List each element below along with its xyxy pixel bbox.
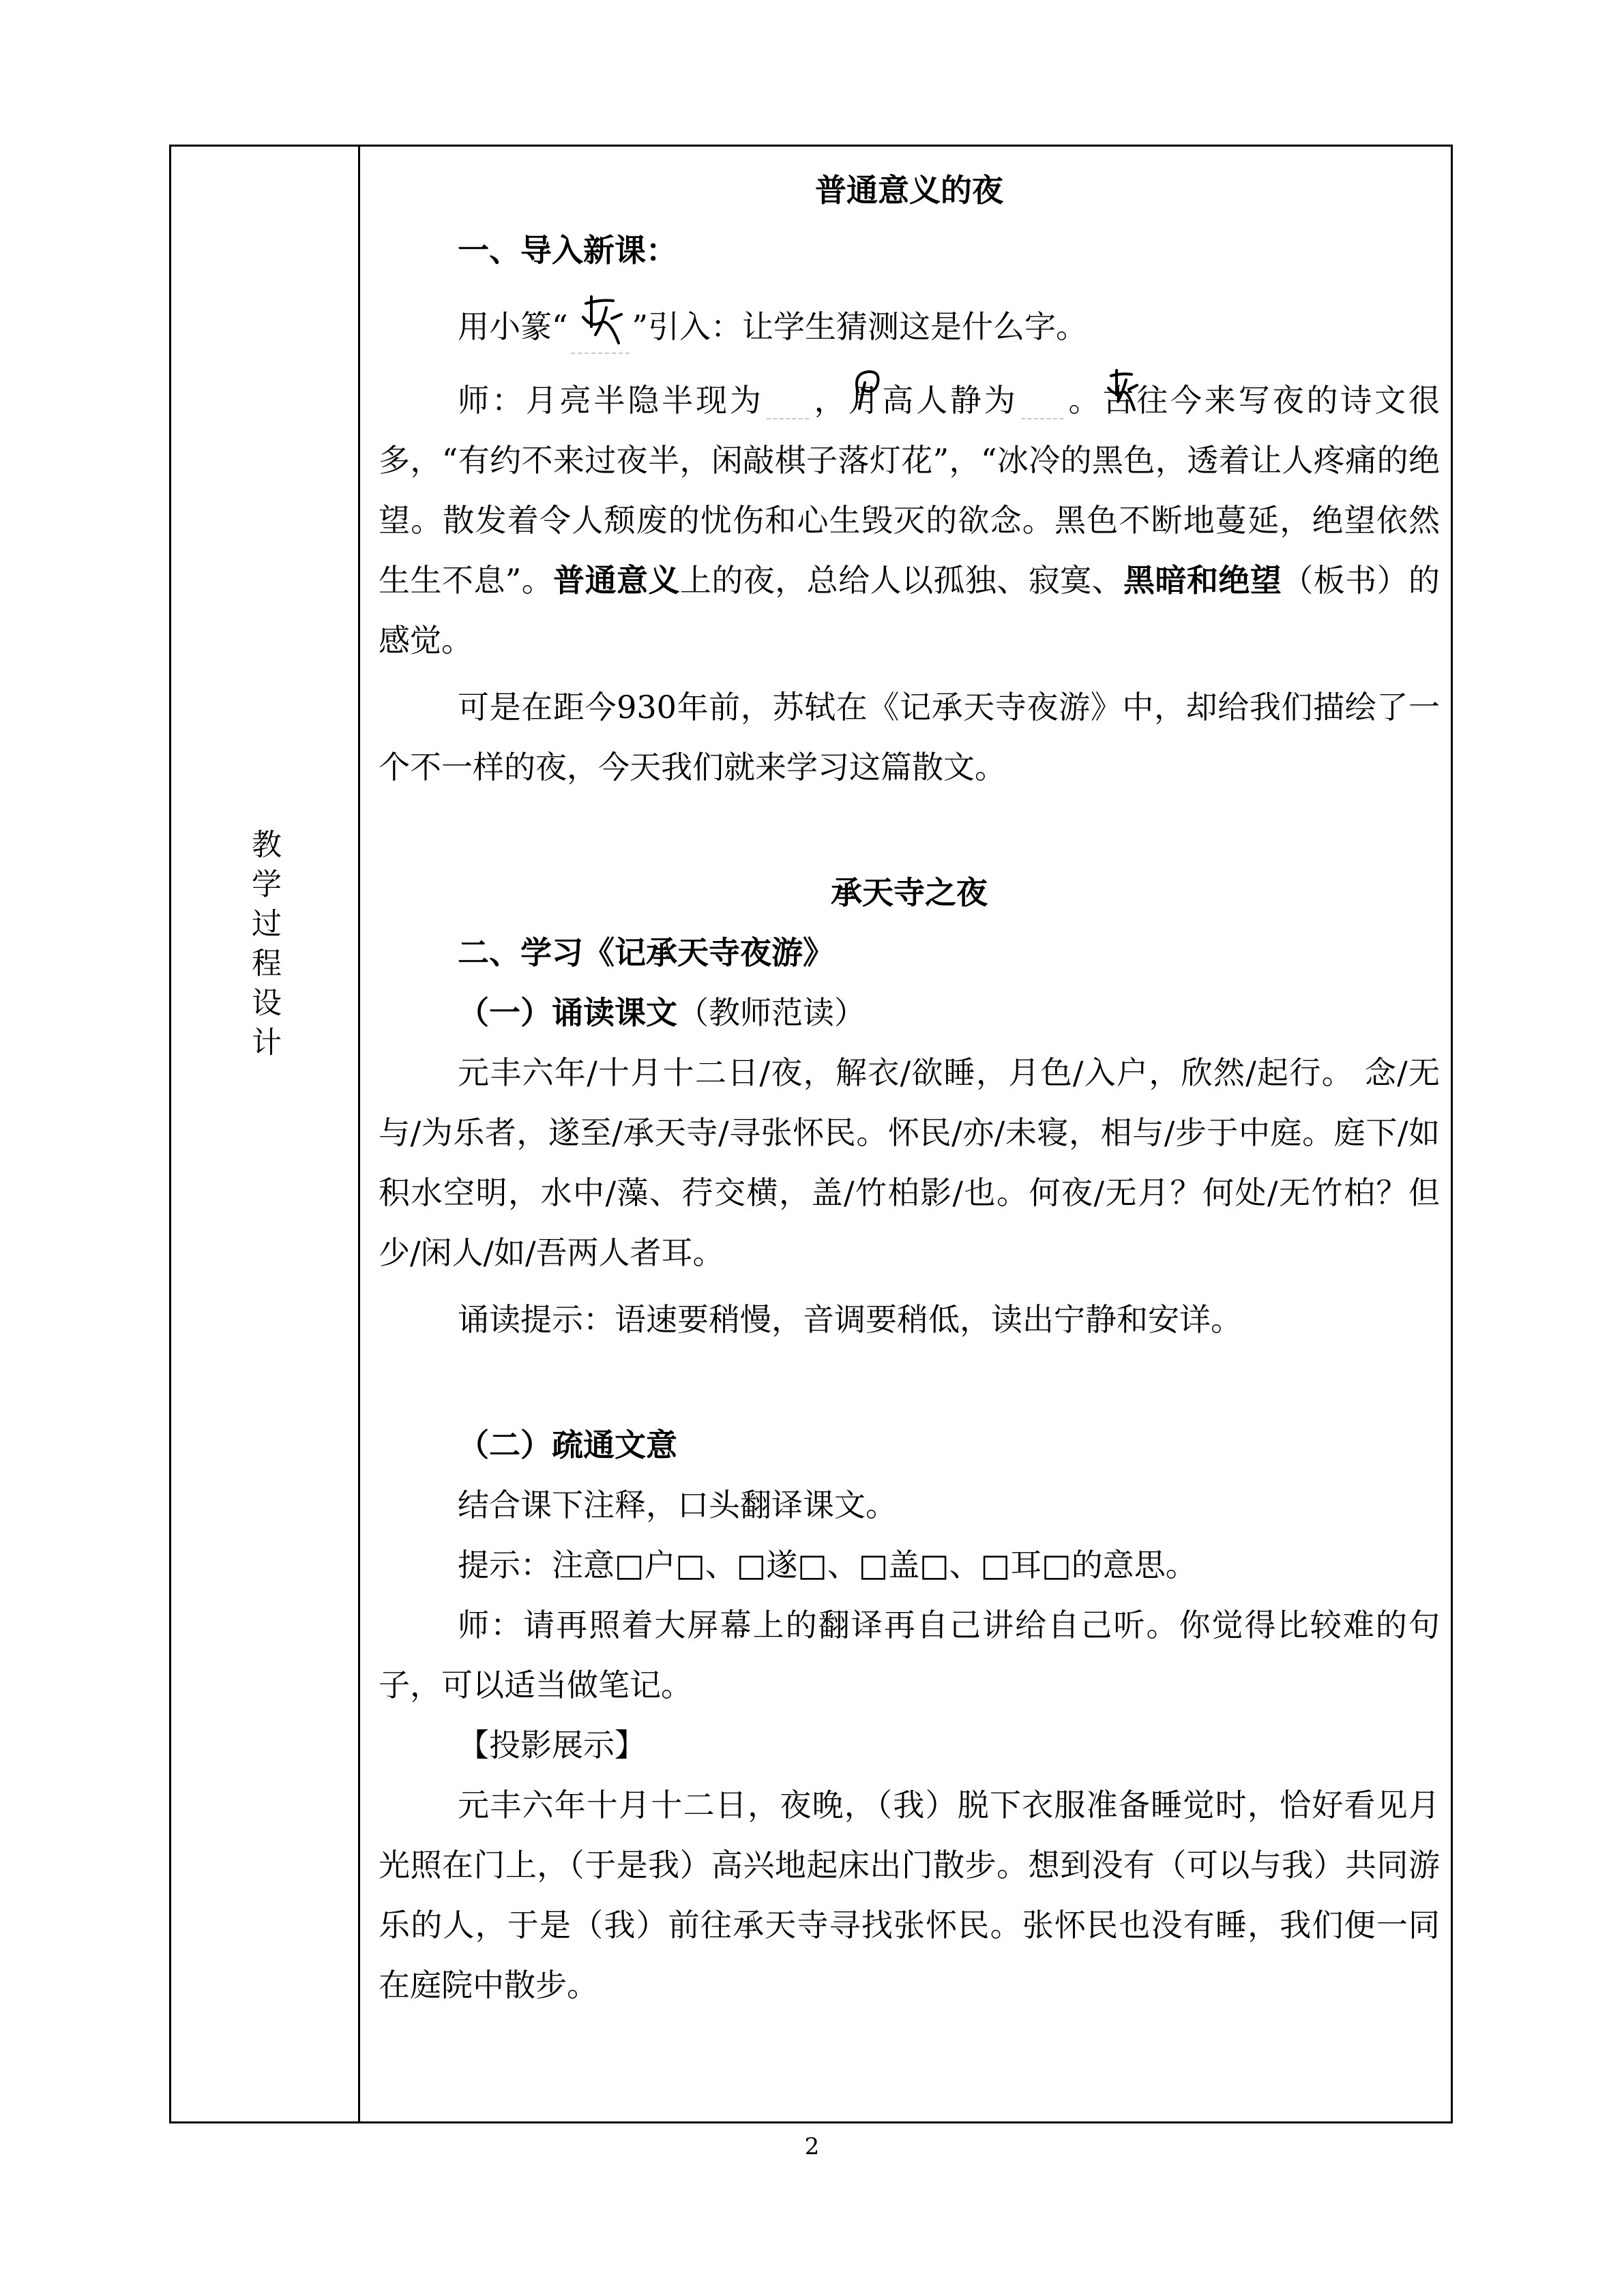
intro-before: 用小篆“: [458, 308, 568, 345]
poem-text: 元丰六年/十月十二日/夜，解衣/欲睡，月色/入户，欣然/起行。 念/无与/为乐者，遂至/承天寺/寻张怀民。怀民/亦/未寝，相与/步于中庭。庭下/如积水空明，水中/藻、荇交横，盖/竹柏影/也。何夜/无月？何处/无竹柏？但少/闲人/如/吾两人者耳。: [379, 1054, 1440, 1271]
seal-script-ye-icon: [571, 287, 630, 354]
column-divider: [358, 147, 360, 2121]
su-shi-paragraph: 可是在距今930年前，苏轼在《记承天寺夜游》中，却给我们描绘了一个不一样的夜，今天我们就来学习这篇散文。: [379, 689, 1440, 786]
subheading-recite-rest: （教师范读）: [677, 994, 866, 1031]
teacher-note: 师：请再照着大屏幕上的翻译再自己讲给自己听。你觉得比较难的句子，可以适当做笔记。: [379, 1607, 1440, 1703]
lesson-table: [169, 145, 1453, 2123]
intro-after: ”引入：让学生猜测这是什么字。: [632, 308, 1088, 345]
reading-tip: 诵读提示：语速要稍慢，音调要稍低，读出宁静和安详。: [458, 1301, 1242, 1338]
section2-title: 承天寺之夜: [831, 874, 988, 911]
teacher-paragraph: [379, 363, 1440, 670]
teacher-c: 。古往今来写夜的诗文很多，“有约不来过夜半，闲敲棋子落灯花”，“冰冷的黑色，透着让人疼痛的绝望。散发着令人颓废的忧伤和心生毁灭的欲念。黑色不断地蔓延，绝望依然生生不息”。: [379, 382, 1441, 599]
page-number: 2: [804, 2133, 820, 2160]
translation-text: 元丰六年十月十二日，夜晚，（我）脱下衣服准备睡觉时，恰好看见月光照在门上，（于是我）高兴地起床出门散步。想到没有（可以与我）共同游乐的人，于是（我）前往承天寺寻找张怀民。张怀民也没有睡，我们便一同在庭院中散步。: [379, 1787, 1440, 2003]
bold-darkness-despair: 黑暗和绝望: [1123, 562, 1282, 599]
teacher-b: ，月高人静为: [811, 382, 1018, 419]
section1-heading: 一、导入新课：: [458, 232, 677, 269]
combine-note: 结合课下注释，口头翻译课文。: [458, 1487, 897, 1523]
section1-title: 普通意义的夜: [815, 172, 1003, 209]
hint-line: 提示：注意□户□、□遂□、□盖□、□耳□的意思。: [458, 1547, 1197, 1583]
subheading-recite-bold: （一）诵读课文: [458, 994, 677, 1031]
seal-script-ye-small-icon: [1021, 363, 1063, 419]
subheading-recite: [379, 983, 1440, 1043]
side-label: 教学过程设计: [246, 829, 281, 1066]
intro-line: [379, 287, 1440, 357]
end-text: （板书）的感觉。: [379, 562, 1441, 659]
subheading-meaning: （二）疏通文意: [458, 1427, 677, 1463]
mid-text: 上的夜，总给人以孤独、寂寞、: [679, 562, 1124, 599]
teacher-a: 师：月亮半隐半现为: [458, 382, 764, 419]
moon-glyph-icon: [767, 363, 809, 419]
section2-heading: 二、学习《记承天寺夜游》: [458, 934, 834, 971]
bold-ordinary-meaning: 普通意义: [553, 562, 680, 599]
projection-label: 【投影展示】: [458, 1727, 646, 1763]
content-cell: [379, 160, 1440, 2015]
